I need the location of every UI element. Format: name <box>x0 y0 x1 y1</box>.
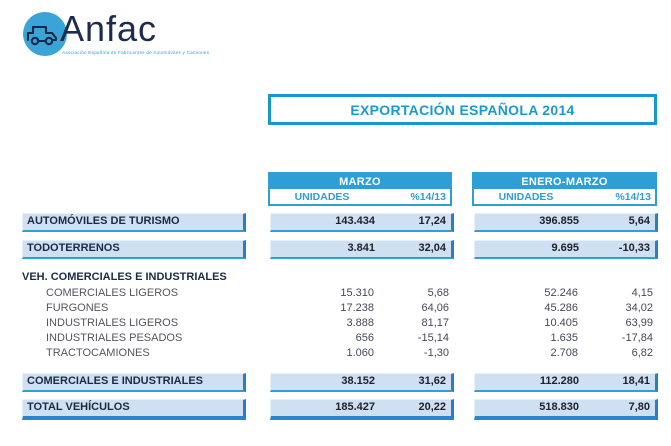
group-label-enero-marzo: ENERO-MARZO <box>474 174 655 189</box>
table-row <box>0 316 671 331</box>
marzo-unidades: 15.310 <box>340 287 374 299</box>
enero-pct: 34,02 <box>625 302 653 314</box>
marzo-pct: -1,30 <box>423 347 449 359</box>
table-row <box>0 286 671 301</box>
spacer <box>246 373 270 392</box>
enero-pct: -10,33 <box>618 242 650 254</box>
table-row-total <box>0 399 671 420</box>
spacer <box>246 346 270 361</box>
enero-pct: 18,41 <box>622 375 650 387</box>
enero-pct: 4,15 <box>631 287 653 299</box>
col-header-unidades: UNIDADES <box>294 190 350 203</box>
anfac-logo <box>22 6 222 62</box>
enero-unidades: 112.280 <box>539 375 579 387</box>
table-row <box>0 346 671 361</box>
marzo-pct: 64,06 <box>421 302 449 314</box>
col-header-pct: %14/13 <box>410 190 446 203</box>
marzo-values <box>270 331 454 346</box>
enero-unidades: 10.405 <box>544 317 578 329</box>
marzo-values <box>270 286 454 301</box>
marzo-pct: 17,24 <box>418 215 446 227</box>
column-group-enero-marzo <box>472 172 657 206</box>
spacer <box>246 286 270 301</box>
marzo-unidades: 185.427 <box>335 401 375 413</box>
column-group-marzo <box>268 172 452 206</box>
spacer <box>454 240 474 259</box>
marzo-unidades: 656 <box>355 332 374 344</box>
enero-marzo-values <box>474 373 658 392</box>
col-header-pct: %14/13 <box>615 190 651 203</box>
marzo-values <box>270 301 454 316</box>
enero-pct: 7,80 <box>628 401 650 413</box>
export-table <box>0 213 671 420</box>
spacer <box>246 240 270 259</box>
table-row <box>0 240 671 259</box>
spacer <box>454 346 474 361</box>
marzo-pct: 20,22 <box>418 401 446 413</box>
marzo-pct: -15,14 <box>417 332 449 344</box>
group-label-marzo: MARZO <box>270 174 450 189</box>
row-label: TOTAL VEHÍCULOS <box>22 399 246 420</box>
row-label: INDUSTRIALES LIGEROS <box>46 317 179 329</box>
row-label: AUTOMÓVILES DE TURISMO <box>22 213 246 232</box>
marzo-unidades: 143.434 <box>335 215 375 227</box>
marzo-unidades: 38.152 <box>341 375 375 387</box>
enero-unidades: 9.695 <box>551 242 579 254</box>
enero-marzo-values <box>474 346 658 361</box>
marzo-values <box>270 346 454 361</box>
row-label: TODOTERRENOS <box>22 240 246 259</box>
marzo-values <box>270 213 454 232</box>
enero-unidades: 396.855 <box>539 215 579 227</box>
marzo-unidades: 3.841 <box>347 242 375 254</box>
row-label: COMERCIALES LIGEROS <box>46 287 179 299</box>
spacer <box>454 373 474 392</box>
spacer <box>246 316 270 331</box>
table-section-header <box>0 270 671 285</box>
enero-marzo-values <box>474 399 658 420</box>
marzo-pct: 5,68 <box>427 287 449 299</box>
marzo-values <box>270 316 454 331</box>
enero-unidades: 52.246 <box>544 287 578 299</box>
marzo-values <box>270 373 454 392</box>
report-title-box <box>268 94 657 125</box>
enero-pct: 6,82 <box>631 347 653 359</box>
logo-tagline: Asociación Española de Fabricantes de Automóviles y Camiones <box>62 50 210 55</box>
spacer <box>246 331 270 346</box>
marzo-unidades: 1.060 <box>346 347 374 359</box>
spacer <box>246 301 270 316</box>
marzo-pct: 81,17 <box>421 317 449 329</box>
enero-marzo-values <box>474 301 658 316</box>
row-label: FURGONES <box>46 302 109 314</box>
enero-unidades: 2.708 <box>550 347 578 359</box>
table-row <box>0 331 671 346</box>
spacer <box>454 316 474 331</box>
section-label: VEH. COMERCIALES E INDUSTRIALES <box>22 271 227 283</box>
enero-pct: 63,99 <box>625 317 653 329</box>
report-title: EXPORTACIÓN ESPAÑOLA 2014 <box>350 101 575 118</box>
row-label: TRACTOCAMIONES <box>46 347 150 359</box>
table-row <box>0 301 671 316</box>
enero-marzo-values <box>474 316 658 331</box>
spacer <box>246 213 270 232</box>
enero-marzo-values <box>474 240 658 259</box>
spacer <box>246 399 270 420</box>
enero-marzo-values <box>474 286 658 301</box>
table-row <box>0 213 671 232</box>
table-row <box>0 373 671 392</box>
marzo-pct: 31,62 <box>418 375 446 387</box>
col-header-unidades: UNIDADES <box>498 190 554 203</box>
enero-unidades: 1.635 <box>550 332 578 344</box>
enero-pct: -17,84 <box>621 332 653 344</box>
marzo-pct: 32,04 <box>418 242 446 254</box>
enero-marzo-values <box>474 331 658 346</box>
enero-unidades: 518.830 <box>539 401 579 413</box>
marzo-values <box>270 240 454 259</box>
enero-marzo-values <box>474 213 658 232</box>
spacer <box>454 301 474 316</box>
row-label: INDUSTRIALES PESADOS <box>46 332 183 344</box>
spacer <box>454 286 474 301</box>
marzo-values <box>270 399 454 420</box>
enero-unidades: 45.286 <box>544 302 578 314</box>
row-label: COMERCIALES E INDUSTRIALES <box>22 373 246 392</box>
spacer <box>454 213 474 232</box>
spacer <box>454 331 474 346</box>
marzo-unidades: 17.238 <box>340 302 374 314</box>
logo-wordmark: Anfac <box>60 8 158 49</box>
enero-pct: 5,64 <box>628 215 650 227</box>
marzo-unidades: 3.888 <box>346 317 374 329</box>
spacer <box>454 399 474 420</box>
